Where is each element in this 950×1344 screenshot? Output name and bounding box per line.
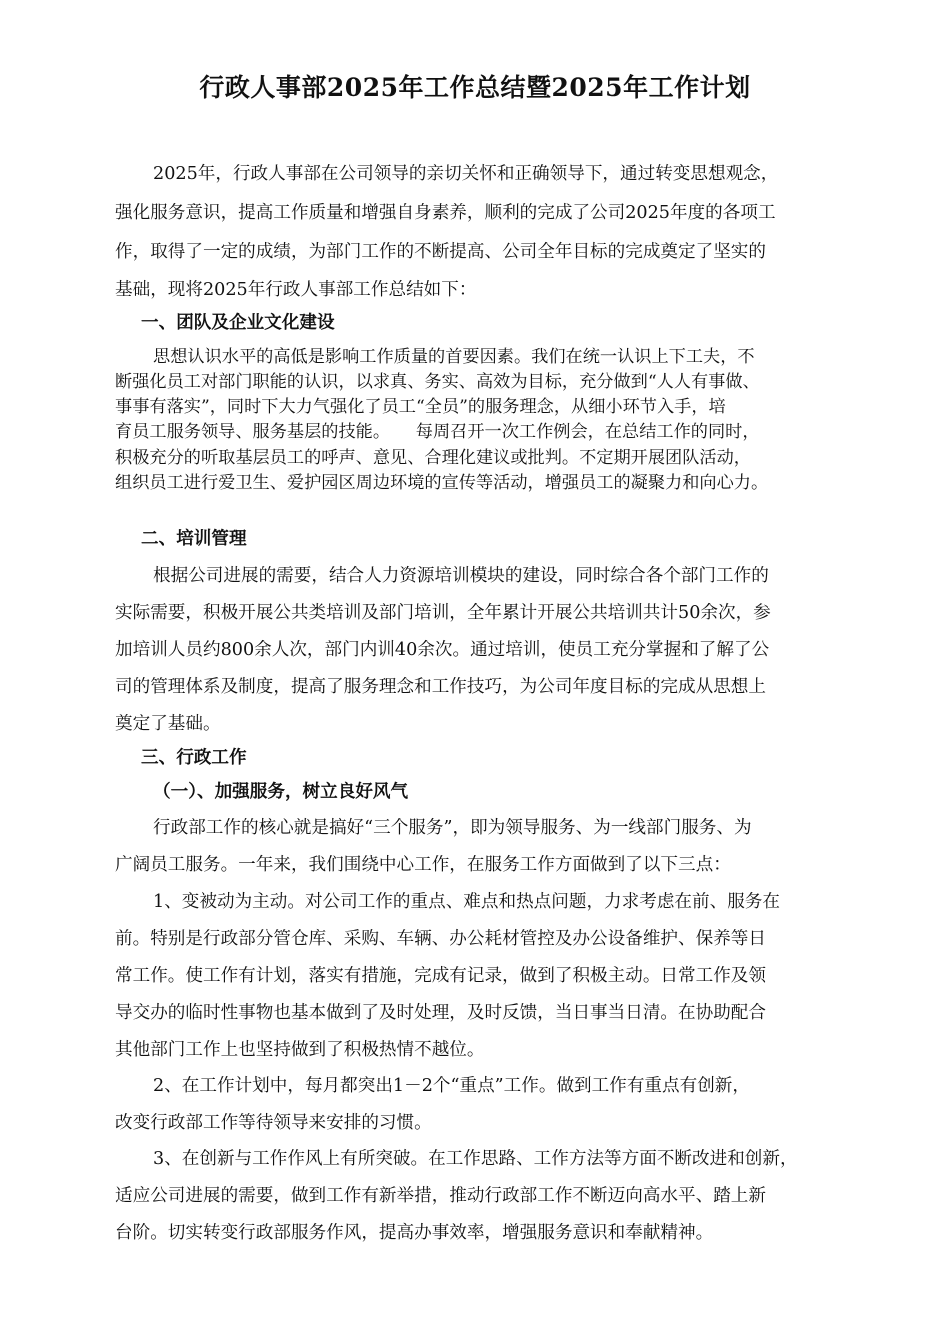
section1-line: 事事有落实”，同时下大力气强化了员工“全员”的服务理念，从细小环节入手，培 — [115, 397, 726, 417]
section2-line: 实际需要，积极开展公共类培训及部门培训，全年累计开展公共培训共计50余次，参 — [115, 603, 771, 623]
intro-line: 强化服务意识，提高工作质量和增强自身素养，顺利的完成了公司2025年度的各项工 — [115, 203, 776, 223]
point3-line: 台阶。切实转变行政部服务作风，提高办事效率，增强服务意识和奉献精神。 — [115, 1223, 714, 1243]
section2-line: 司的管理体系及制度，提高了服务理念和工作技巧，为公司年度目标的完成从思想上 — [115, 677, 766, 697]
intro-line: 基础，现将2025年行政人事部工作总结如下： — [115, 280, 477, 300]
section2-line: 加培训人员约800余人次，部门内训40余次。通过培训，使员工充分掌握和了解了公 — [115, 640, 770, 660]
section-heading-admin-work: 三、行政工作 — [141, 747, 247, 768]
section1-line: 育员工服务领导、服务基层的技能。 每周召开一次工作例会，在总结工作的同时， — [115, 422, 760, 442]
point1-line: 常工作。使工作有计划，落实有措施，完成有记录，做到了积极主动。日常工作及领 — [115, 966, 766, 986]
section1-line: 组织员工进行爱卫生、爱护园区周边环境的宣传等活动，增强员工的凝聚力和向心力。 — [115, 473, 769, 493]
section3-para-line: 广阔员工服务。一年来，我们围绕中心工作，在服务工作方面做到了以下三点： — [115, 855, 731, 875]
intro-line: 作，取得了一定的成绩，为部门工作的不断提高、公司全年目标的完成奠定了坚实的 — [115, 242, 766, 262]
section2-line: 奠定了基础。 — [115, 714, 221, 734]
section-heading-training: 二、培训管理 — [141, 528, 247, 549]
section1-line: 积极充分的听取基层员工的呼声、意见、合理化建议或批判。不定期开展团队活动， — [115, 448, 751, 468]
point1-line: 其他部门工作上也坚持做到了积极热情不越位。 — [115, 1040, 485, 1060]
section-heading-team-culture: 一、团队及企业文化建设 — [141, 312, 335, 333]
document-title: 行政人事部2025年工作总结暨2025年工作计划 — [199, 73, 751, 102]
point1-line: 导交办的临时性事物也基本做到了及时处理，及时反馈，当日事当日清。在协助配合 — [115, 1003, 766, 1023]
section1-line: 思想认识水平的高低是影响工作质量的首要因素。我们在统一认识上下工夫，不 — [153, 347, 755, 367]
subsection-heading-service: （一）、加强服务，树立良好风气 — [153, 781, 409, 802]
point3-line: 3、在创新与工作作风上有所突破。在工作思路、工作方法等方面不断改进和创新， — [153, 1149, 798, 1169]
point1-line: 前。特别是行政部分管仓库、采购、车辆、办公耗材管控及办公设备维护、保养等日 — [115, 929, 766, 949]
intro-line: 2025年，行政人事部在公司领导的亲切关怀和正确领导下，通过转变思想观念， — [153, 164, 779, 184]
section3-para-line: 行政部工作的核心就是搞好“三个服务”，即为领导服务、为一线部门服务、为 — [153, 818, 752, 838]
point2-line: 2、在工作计划中，每月都突出1－2个“重点”工作。做到工作有重点有创新， — [153, 1076, 750, 1096]
point2-line: 改变行政部工作等待领导来安排的习惯。 — [115, 1113, 432, 1133]
section2-line: 根据公司进展的需要，结合人力资源培训模块的建设，同时综合各个部门工作的 — [153, 566, 769, 586]
point3-line: 适应公司进展的需要，做到工作有新举措，推动行政部工作不断迈向高水平、踏上新 — [115, 1186, 766, 1206]
point1-line: 1、变被动为主动。对公司工作的重点、难点和热点问题，力求考虑在前、服务在 — [153, 892, 780, 912]
section1-line: 断强化员工对部门职能的认识，以求真、务实、高效为目标，充分做到“人人有事做、 — [115, 372, 760, 392]
